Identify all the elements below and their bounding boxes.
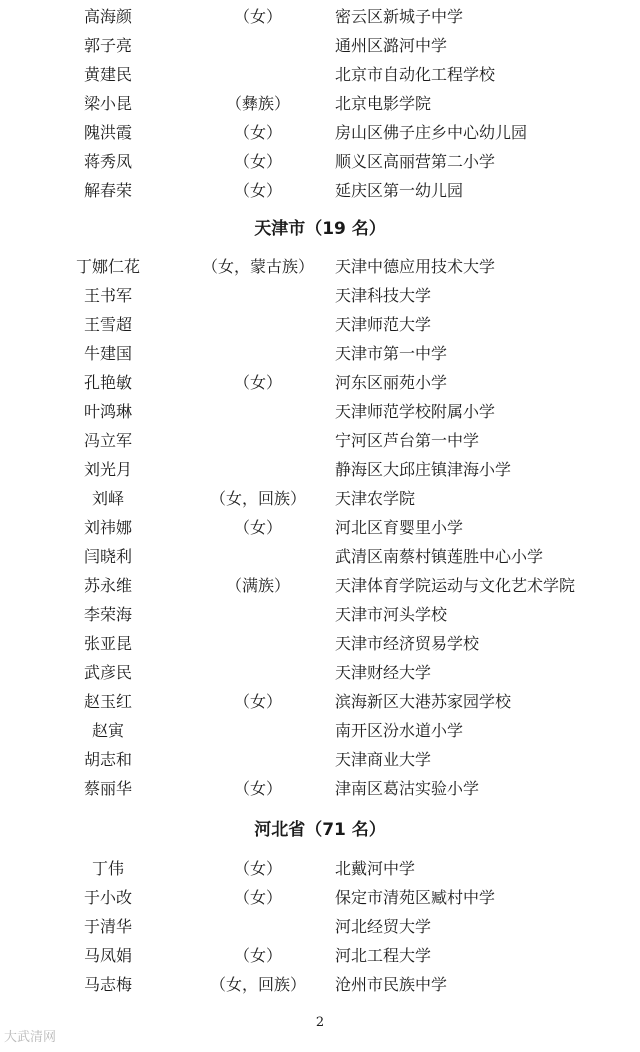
- person-organization: 天津市经济贸易学校: [335, 634, 480, 653]
- person-note: （女）: [233, 692, 282, 711]
- list-item: [0, 774, 640, 803]
- list-item: [0, 310, 640, 339]
- person-name: 于小改: [83, 888, 132, 907]
- person-name: 丁伟: [91, 859, 124, 878]
- person-organization: 津南区葛沽实验小学: [335, 779, 480, 798]
- person-organization: 天津中德应用技术大学: [335, 257, 496, 276]
- list-item: [0, 687, 640, 716]
- person-note: （女，回族）: [209, 489, 306, 508]
- list-item: [0, 854, 640, 883]
- list-item: [0, 147, 640, 176]
- page-number: 2: [315, 1015, 325, 1030]
- list-item: [0, 368, 640, 397]
- list-item: [0, 970, 640, 999]
- list-item: [0, 397, 640, 426]
- section-heading-hebei: 河北省（71 名）: [254, 820, 386, 840]
- list-item: [0, 513, 640, 542]
- person-organization: 南开区汾水道小学: [335, 721, 464, 740]
- person-note: （女）: [233, 946, 282, 965]
- person-note: （女）: [233, 373, 282, 392]
- person-organization: 天津科技大学: [335, 286, 432, 305]
- list-item: [0, 716, 640, 745]
- person-organization: 沧州市民族中学: [335, 975, 448, 994]
- list-item: [0, 426, 640, 455]
- person-name: 蒋秀凤: [83, 152, 132, 171]
- person-organization: 保定市清苑区臧村中学: [335, 888, 496, 907]
- person-name: 闫晓利: [83, 547, 132, 566]
- person-organization: 房山区佛子庄乡中心幼儿园: [335, 123, 528, 142]
- person-organization: 北京电影学院: [335, 94, 432, 113]
- list-item: [0, 281, 640, 310]
- person-organization: 宁河区芦台第一中学: [335, 431, 480, 450]
- person-name: 孔艳敏: [83, 373, 132, 392]
- list-item: [0, 89, 640, 118]
- person-organization: 河北工程大学: [335, 946, 432, 965]
- person-organization: 天津商业大学: [335, 750, 432, 769]
- person-name: 于清华: [83, 917, 132, 936]
- person-organization: 天津市河头学校: [335, 605, 448, 624]
- list-item: [0, 176, 640, 205]
- list-item: [0, 31, 640, 60]
- list-item: [0, 252, 640, 281]
- list-item: [0, 2, 640, 31]
- person-note: （女）: [233, 181, 282, 200]
- person-organization: 天津农学院: [335, 489, 416, 508]
- person-organization: 密云区新城子中学: [335, 7, 464, 26]
- list-item: [0, 571, 640, 600]
- person-note: （女）: [233, 7, 282, 26]
- person-name: 张亚昆: [83, 634, 132, 653]
- list-item: [0, 600, 640, 629]
- person-name: 马凤娟: [83, 946, 132, 965]
- list-item: [0, 883, 640, 912]
- section-heading-tianjin: 天津市（19 名）: [254, 219, 386, 239]
- person-note: （女）: [233, 888, 282, 907]
- person-note: （女）: [233, 779, 282, 798]
- watermark-label: 大武清网: [4, 1030, 57, 1045]
- person-name: 王雪超: [83, 315, 132, 334]
- person-note: （女）: [233, 518, 282, 537]
- person-name: 李荣海: [83, 605, 132, 624]
- person-note: （女）: [233, 152, 282, 171]
- person-organization: 武清区南蔡村镇莲胜中心小学: [335, 547, 544, 566]
- person-name: 黄建民: [83, 65, 132, 84]
- person-name: 解春荣: [83, 181, 132, 200]
- list-item: [0, 542, 640, 571]
- person-name: 武彦民: [83, 663, 132, 682]
- person-name: 王书军: [83, 286, 132, 305]
- person-name: 赵玉红: [83, 692, 132, 711]
- person-organization: 天津师范大学: [335, 315, 432, 334]
- person-organization: 北戴河中学: [335, 859, 416, 878]
- list-item: [0, 745, 640, 774]
- person-name: 丁娜仁花: [75, 257, 140, 276]
- person-name: 叶鸿琳: [83, 402, 132, 421]
- list-item: [0, 455, 640, 484]
- person-organization: 静海区大邱庄镇津海小学: [335, 460, 512, 479]
- list-item: [0, 941, 640, 970]
- person-name: 蔡丽华: [83, 779, 132, 798]
- person-name: 隗洪霞: [83, 123, 132, 142]
- person-name: 刘光月: [83, 460, 132, 479]
- person-name: 马志梅: [83, 975, 132, 994]
- person-note: （女）: [233, 123, 282, 142]
- person-organization: 延庆区第一幼儿园: [335, 181, 464, 200]
- person-organization: 河北区育婴里小学: [335, 518, 464, 537]
- person-name: 冯立军: [83, 431, 132, 450]
- list-item: [0, 912, 640, 941]
- person-organization: 河北经贸大学: [335, 917, 432, 936]
- person-organization: 滨海新区大港苏家园学校: [335, 692, 512, 711]
- person-name: 高海颜: [83, 7, 132, 26]
- person-name: 赵寅: [91, 721, 124, 740]
- person-note: （女，回族）: [209, 975, 306, 994]
- list-item: [0, 339, 640, 368]
- person-note: （女，蒙古族）: [201, 257, 314, 276]
- person-organization: 河东区丽苑小学: [335, 373, 448, 392]
- person-note: （女）: [233, 859, 282, 878]
- person-organization: 顺义区高丽营第二小学: [335, 152, 496, 171]
- list-item: [0, 658, 640, 687]
- list-item: [0, 484, 640, 513]
- person-organization: 天津财经大学: [335, 663, 432, 682]
- list-item: [0, 60, 640, 89]
- person-name: 胡志和: [83, 750, 132, 769]
- person-name: 刘峄: [91, 489, 124, 508]
- person-name: 苏永维: [83, 576, 132, 595]
- person-name: 郭子亮: [83, 36, 132, 55]
- person-organization: 天津师范学校附属小学: [335, 402, 496, 421]
- person-organization: 通州区潞河中学: [335, 36, 448, 55]
- person-note: （满族）: [225, 576, 290, 595]
- person-name: 牛建国: [83, 344, 132, 363]
- person-organization: 天津体育学院运动与文化艺术学院: [335, 576, 576, 595]
- person-name: 刘祎娜: [83, 518, 132, 537]
- list-item: [0, 118, 640, 147]
- watermark-text: [4, 1026, 56, 1045]
- person-note: （彝族）: [225, 94, 290, 113]
- person-organization: 天津市第一中学: [335, 344, 448, 363]
- person-organization: 北京市自动化工程学校: [335, 65, 496, 84]
- person-name: 梁小昆: [83, 94, 132, 113]
- list-item: [0, 629, 640, 658]
